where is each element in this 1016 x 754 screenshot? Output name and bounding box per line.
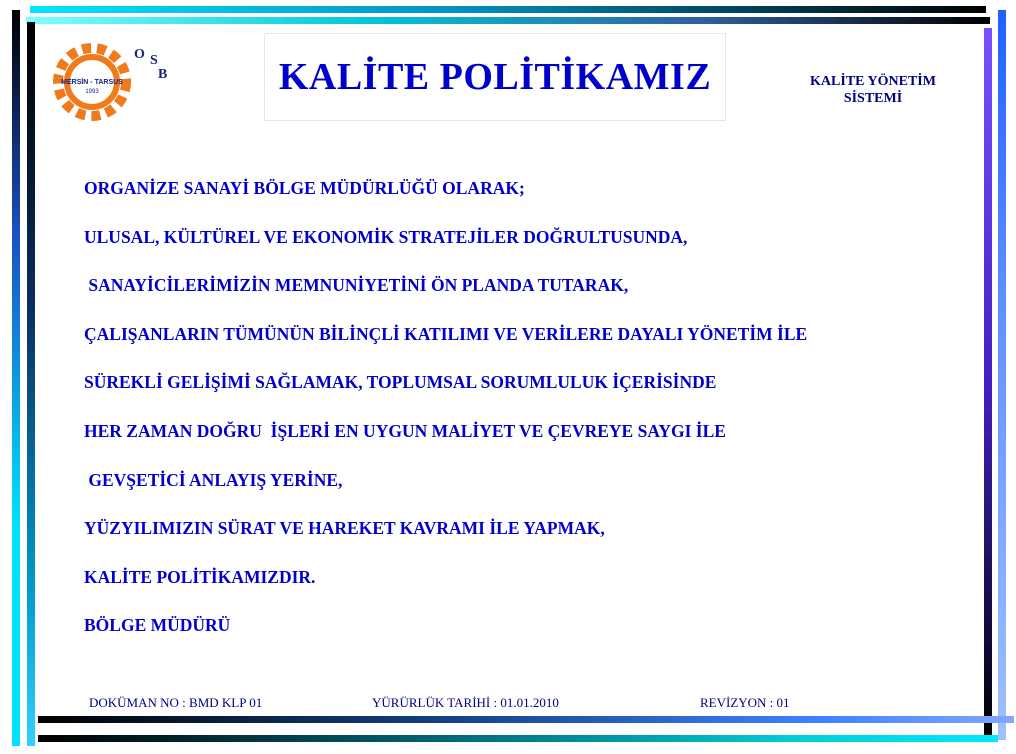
policy-line: ÇALIŞANLARIN TÜMÜNÜN BİLİNÇLİ KATILIMI VE VERİLERE DAYALI YÖNETİM İLE	[84, 323, 808, 344]
system-label-line-2: SİSTEMİ	[843, 91, 903, 106]
logo-letter-o: O	[134, 47, 145, 62]
system-label	[794, 73, 952, 107]
frame-bar-bottom-inner	[38, 716, 1014, 723]
logo-city: MERSİN - TARSUS	[61, 79, 123, 86]
policy-line: ORGANİZE SANAYİ BÖLGE MÜDÜRLÜĞÜ OLARAK;	[84, 178, 525, 198]
frame-bar-right-inner	[984, 28, 992, 740]
footer-doc-no: DOKÜMAN NO : BMD KLP 01	[89, 695, 263, 710]
logo-year: 1993	[85, 89, 99, 95]
frame-bar-bottom-outer	[38, 735, 998, 742]
frame-bar-left-inner	[27, 22, 35, 746]
policy-line: SÜREKLİ GELİŞİMİ SAĞLAMAK, TOPLUMSAL SORUMLULUK İÇERİSİNDE	[84, 372, 717, 393]
policy-line: SANAYİCİLERİMİZİN MEMNUNİYETİNİ ÖN PLANDA TUTARAK,	[84, 275, 629, 296]
frame-bar-right-outer	[998, 10, 1006, 740]
system-label-line-1: KALİTE YÖNETİM	[810, 74, 936, 89]
logo-letter-b: B	[158, 67, 168, 82]
osb-logo	[50, 38, 174, 124]
policy-line: KALİTE POLİTİKAMIZDIR.	[84, 566, 316, 587]
logo-letter-s: S	[150, 53, 158, 68]
page-title: KALİTE POLİTİKAMIZ	[278, 56, 712, 98]
frame-bar-top-outer	[30, 6, 986, 13]
policy-line: ULUSAL, KÜLTÜREL VE EKONOMİK STRATEJİLER DOĞRULTUSUNDA,	[84, 226, 688, 247]
signature-line: BÖLGE MÜDÜRÜ	[84, 615, 231, 636]
frame-bar-left-outer	[12, 10, 20, 746]
footer-revision: REVİZYON : 01	[700, 695, 790, 710]
frame-bar-top-inner	[26, 17, 990, 24]
policy-line: GEVŞETİCİ ANLAYIŞ YERİNE,	[84, 469, 343, 490]
footer-effective-date: YÜRÜRLÜK TARİHİ : 01.01.2010	[372, 695, 559, 710]
policy-text	[84, 178, 807, 664]
policy-line: HER ZAMAN DOĞRU İŞLERİ EN UYGUN MALİYET VE ÇEVREYE SAYGI İLE	[84, 420, 726, 441]
policy-line: YÜZYILIMIZIN SÜRAT VE HAREKET KAVRAMI İLE YAPMAK,	[84, 518, 605, 539]
title-box	[264, 33, 726, 121]
